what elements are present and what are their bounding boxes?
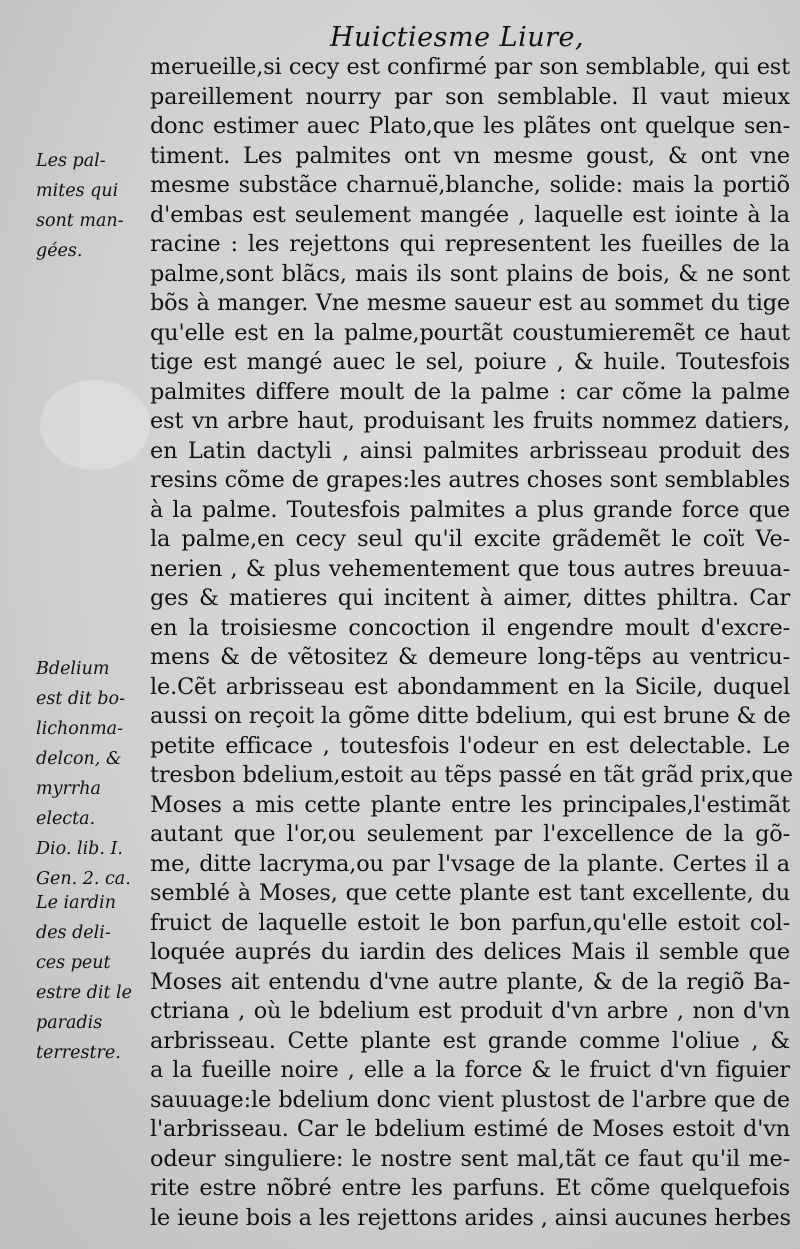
text-line: Moses ait entendu d'vne autre plante, & de la regiõ Ba- [150,968,790,995]
text-line: sauuage:le bdelium donc vient plustost de l'arbre que de [150,1086,790,1113]
text-line: a la fueille noire , elle a la force & le fruict d'vn figuier [150,1057,790,1083]
running-title: Huictiesme Liure, [330,22,585,53]
text-line: Moses a mis cette plante entre les principales,l'estimãt [150,791,790,818]
text-line: le ieune bois a les rejettons arides , ainsi aucunes herbes [150,1204,791,1231]
text-line: qu'elle est en la palme,pourtãt coustumieremẽt ce haut [150,319,790,346]
text-line: la palme,en cecy seul qu'il excite grãdemẽt le coït Ve- [150,526,790,552]
text-line: loquée auprés du iardin des delices Mais il semble que [150,939,790,965]
text-line: palmites differe moult de la palme : car cõme la palme [150,378,790,405]
margin-note-iardin: Le iardin des deli- ces peut estre dit le paradis terrestre. [36,893,133,1063]
text-line: bõs à manger. Vne mesme saueur est au sommet du tige [150,290,790,316]
text-line: pareillement nourry par son semblable. Il vaut mieux [150,83,790,110]
text-line: tresbon bdelium,estoit au tẽps passé en tãt grãd prix,que [150,762,793,788]
text-line: racine : les rejettons qui representent les fueilles de la [150,231,790,257]
text-line: palme,sont blãcs, mais ils sont plains de bois, & ne sont [150,260,790,287]
text-line: rite estre nõbré entre les parfuns. Et cõme quelquefois [150,1175,790,1201]
text-line: ges & matieres qui incitent à aimer, dittes philtra. Car [150,585,790,611]
text-line: odeur singuliere: le nostre sent mal,tãt ce faut qu'il me- [150,1145,790,1172]
text-line: resins cõme de grapes:les autres choses sont semblables [150,467,790,493]
main-text-block [150,53,793,1233]
text-line: d'embas est seulement mangée , laquelle est iointe à la [150,201,790,228]
text-line: fruict de laquelle estoit le bon parfun,qu'elle estoit col- [150,909,790,936]
text-line: timent. Les palmites ont vn mesme goust, & ont vne [150,142,790,169]
text-line: en la troisiesme concoction il engendre moult d'excre- [150,614,790,641]
text-line: aussi on reçoit la gõme ditte bdelium, qui est brune & de [150,703,791,729]
page-smudge [40,380,150,470]
text-line: autant que l'or,ou seulement par l'excellence de la gõ- [150,821,790,847]
text-line: merueille,si cecy est confirmé par son semblable, qui est [150,54,790,80]
text-line: semblé à Moses, que cette plante est tant excellente, du [150,880,790,906]
text-line: ctriana , où le bdelium est produit d'vn arbre , non d'vn [150,998,790,1024]
text-line: est vn arbre haut, produisant les fruits nommez datiers, [150,408,790,434]
text-line: à la palme. Toutesfois palmites a plus grande force que [150,496,790,523]
margin-note-bdelium: Bdelium est dit bo- lichonma- delcon, & myrrha electa. Dio. lib. I. Gen. 2. ca. [36,659,131,889]
text-line: me, ditte lacryma,ou par l'vsage de la plante. Certes il a [150,850,790,877]
text-line: l'arbrisseau. Car le bdelium estimé de Moses estoit d'vn [150,1116,790,1142]
margin-note-palmites: Les pal- mites qui sont man- gées. [36,151,124,261]
text-line: mens & de vẽtositez & demeure long-tẽps au ventricu- [150,644,790,670]
text-line: nerien , & plus vehementement que tous autres breuua- [150,555,790,582]
text-line: petite efficace , toutesfois l'odeur en est delectable. Le [150,732,790,759]
text-line: mesme substãce charnuë,blanche, solide: mais la portiõ [150,172,790,198]
text-line: en Latin dactyli , ainsi palmites arbrisseau produit des [150,437,790,464]
text-line: tige est mangé auec le sel, poiure , & huile. Toutesfois [150,349,790,375]
text-line: le.Cẽt arbrisseau est abondamment en la Sicile, duquel [150,673,790,700]
text-line: arbrisseau. Cette plante est grande comme l'oliue , & [150,1027,790,1054]
text-line: donc estimer auec Plato,que les plãtes ont quelque sen- [150,113,790,139]
